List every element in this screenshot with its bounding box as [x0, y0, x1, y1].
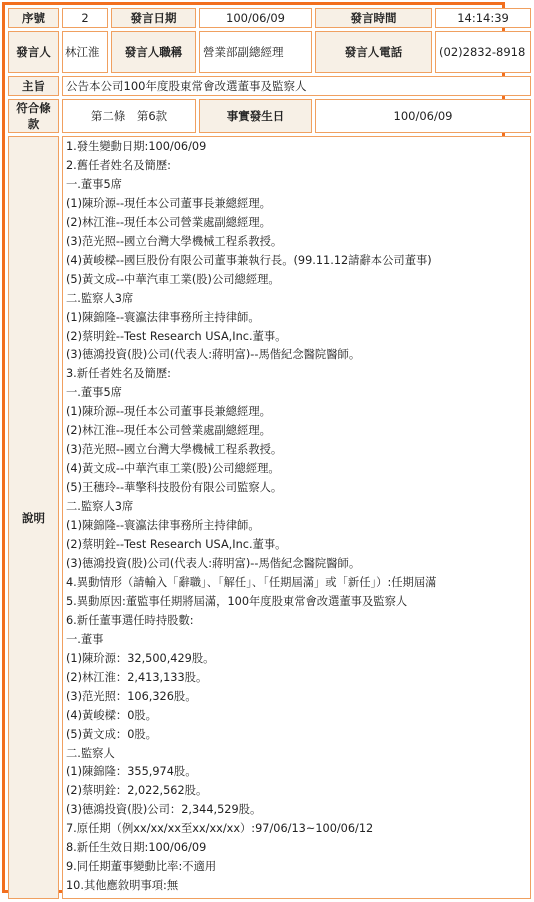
description-line: (1)陳錦隆--寰瀛法律事務所主持律師。: [66, 519, 260, 533]
subject-label: 主旨: [8, 76, 59, 96]
description-line: 二.監察人3席: [66, 500, 134, 514]
time-value: 14:14:39: [435, 8, 531, 28]
description-line: (1)陳錦隆：355,974股。: [66, 765, 197, 779]
description-body: [62, 136, 531, 899]
description-line: 8.新任生效日期:100/06/09: [66, 841, 207, 855]
description-label: 說明: [8, 136, 59, 899]
description-line: (3)范光照：106,326股。: [66, 689, 197, 703]
speaker-label: 發言人: [8, 31, 59, 73]
description-line: 5.異動原因:董監事任期將屆滿，100年度股東常會改選董事及監察人: [66, 594, 408, 608]
description-line: (1)陳玠源：32,500,429股。: [66, 651, 215, 665]
description-line: (4)黃峻樑：0股。: [66, 708, 157, 722]
description-line: (1)陳錦隆--寰瀛法律事務所主持律師。: [66, 310, 260, 324]
serial-label: 序號: [8, 8, 59, 28]
description-line: 一.董事5席: [66, 177, 122, 191]
description-line: (5)黃文成--中華汽車工業(股)公司總經理。: [66, 272, 280, 286]
phone-label: 發言人電話: [315, 31, 432, 73]
description-line: (1)陳玠源--現任本公司董事長兼總經理。: [66, 196, 271, 210]
description-lines: [66, 138, 527, 896]
description-line: 6.新任董事選任時持股數:: [66, 613, 194, 627]
description-line: 4.異動情形（請輸入「辭職」、「解任」、「任期屆滿」或「新任」）:任期屆滿: [66, 575, 437, 589]
description-line: (5)黃文成：0股。: [66, 727, 157, 741]
serial-value: 2: [62, 8, 108, 28]
description-line: (2)林江淮--現任本公司營業處副總經理。: [66, 424, 271, 438]
description-line: 9.同任期董事變動比率:不適用: [66, 860, 217, 874]
description-line: (2)蔡明銓--Test Research USA,Inc.董事。: [66, 329, 287, 343]
subject-value: 公告本公司100年度股東常會改選董事及監察人: [62, 76, 531, 96]
announcement-table: [5, 5, 534, 902]
speaker-title-value: 營業部副總經理: [199, 31, 312, 73]
description-line: (1)陳玠源--現任本公司董事長兼總經理。: [66, 405, 271, 419]
description-line: 10.其他應敘明事項:無: [66, 879, 179, 893]
description-line: (4)黃峻樑--國巨股份有限公司董事兼執行長。(99.11.12請辭本公司董事): [66, 253, 432, 267]
description-line: (3)德鴻投資(股)公司(代表人:蔣明富)--馬偕紀念醫院醫師。: [66, 348, 361, 362]
description-line: 1.發生變動日期:100/06/09: [66, 140, 207, 153]
description-line: (3)范光照--國立台灣大學機械工程系教授。: [66, 234, 283, 248]
date-label: 發言日期: [111, 8, 196, 28]
description-line: 7.原任期（例xx/xx/xx至xx/xx/xx）:97/06/13~100/06/12: [66, 822, 374, 836]
description-line: (3)范光照--國立台灣大學機械工程系教授。: [66, 443, 283, 457]
speaker-value: 林江淮: [62, 31, 108, 73]
description-line: 二.監察人3席: [66, 291, 134, 305]
description-line: (3)德鴻投資(股)公司(代表人:蔣明富)--馬偕紀念醫院醫師。: [66, 556, 361, 570]
description-line: (3)德鴻投資(股)公司：2,344,529股。: [66, 803, 262, 817]
description-line: 2.舊任者姓名及簡歷:: [66, 158, 171, 172]
description-line: (2)林江淮：2,413,133股。: [66, 670, 208, 684]
event-date-label: 事實發生日: [199, 99, 312, 133]
phone-value: (02)2832-8918: [435, 31, 531, 73]
speaker-title-label: 發言人職稱: [111, 31, 196, 73]
description-line: (5)王穗玲--華擎科技股份有限公司監察人。: [66, 481, 283, 495]
description-line: 3.新任者姓名及簡歷:: [66, 367, 171, 381]
description-line: (2)蔡明銓--Test Research USA,Inc.董事。: [66, 538, 287, 552]
event-date-value: 100/06/09: [315, 99, 531, 133]
description-line: (2)林江淮--現任本公司營業處副總經理。: [66, 215, 271, 229]
description-line: 二.監察人: [66, 746, 115, 760]
date-value: 100/06/09: [199, 8, 312, 28]
description-line: (2)蔡明銓：2,022,562股。: [66, 784, 208, 798]
description-line: 一.董事5席: [66, 386, 122, 400]
clause-value: 第二條 第6款: [62, 99, 196, 133]
description-line: 一.董事: [66, 632, 104, 646]
clause-label: 符合條款: [8, 99, 59, 133]
announcement-frame: [2, 2, 526, 893]
description-line: (4)黃文成--中華汽車工業(股)公司總經理。: [66, 462, 280, 476]
time-label: 發言時間: [315, 8, 432, 28]
